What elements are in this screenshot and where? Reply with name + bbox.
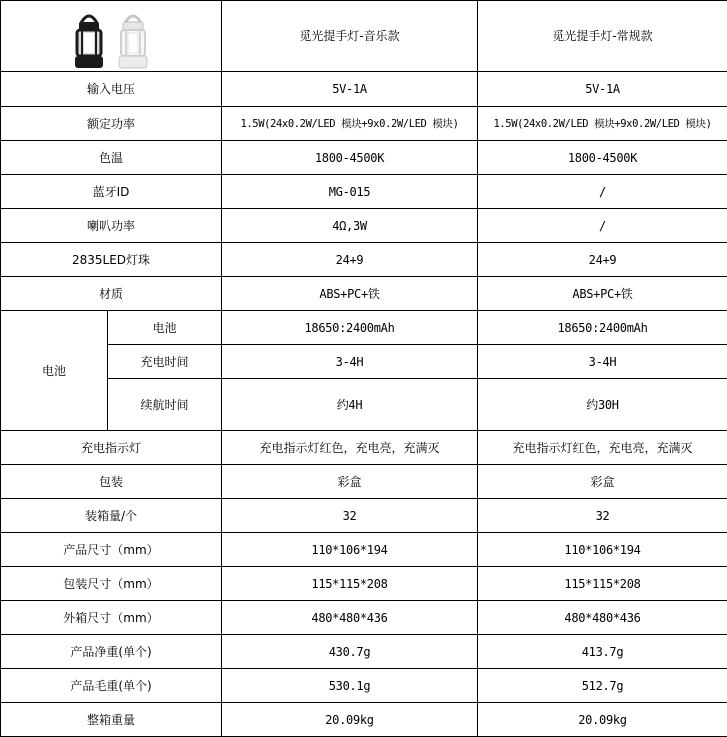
row-label: 喇叭功率: [1, 209, 222, 243]
product-a-value: 彩盒: [222, 465, 478, 499]
product-b-value: /: [478, 209, 727, 243]
product-a-value: 430.7g: [222, 635, 478, 669]
table-row: [1, 277, 727, 311]
row-label: 产品毛重(单个): [1, 669, 222, 703]
row-label: 充电时间: [108, 345, 222, 379]
product-b-value: 5V-1A: [478, 72, 727, 107]
product-b-value: 彩盒: [478, 465, 727, 499]
table-row: [1, 703, 727, 737]
product-b-value: /: [478, 175, 727, 209]
row-label: 输入电压: [1, 72, 222, 107]
product-a-value: 5V-1A: [222, 72, 478, 107]
row-label: 色温: [1, 141, 222, 175]
table-row: [1, 465, 727, 499]
product-b-value: 20.09kg: [478, 703, 727, 737]
row-label: 外箱尺寸（mm）: [1, 601, 222, 635]
product-a-value: 110*106*194: [222, 533, 478, 567]
product-b-value: 充电指示灯红色，充电亮，充满灭: [478, 431, 727, 465]
white-lantern-image: [115, 9, 151, 71]
table-row: [1, 141, 727, 175]
table-row: [1, 635, 727, 669]
row-label: 整箱重量: [1, 703, 222, 737]
table-row: [1, 175, 727, 209]
product-a-value: 18650:2400mAh: [222, 311, 478, 345]
product-b-value: 32: [478, 499, 727, 533]
product-a-value: 24+9: [222, 243, 478, 277]
product-a-value: 1.5W(24x0.2W/LED 模块+9x0.2W/LED 模块): [222, 107, 478, 141]
table-row: [1, 567, 727, 601]
row-label: 额定功率: [1, 107, 222, 141]
header-row: [1, 1, 727, 72]
product-b-value: 3-4H: [478, 345, 727, 379]
product-b-title: 觅光提手灯-常规款: [478, 1, 727, 72]
product-a-value: ABS+PC+铁: [222, 277, 478, 311]
table-row: [1, 72, 727, 107]
battery-group-label: 电池: [1, 311, 108, 431]
product-a-value: 4Ω,3W: [222, 209, 478, 243]
product-a-value: MG-015: [222, 175, 478, 209]
product-b-value: 110*106*194: [478, 533, 727, 567]
product-b-value: 115*115*208: [478, 567, 727, 601]
product-a-value: 3-4H: [222, 345, 478, 379]
product-a-title: 觅光提手灯-音乐款: [222, 1, 478, 72]
row-label: 充电指示灯: [1, 431, 222, 465]
table-row: [1, 311, 727, 345]
row-label: 产品尺寸（mm）: [1, 533, 222, 567]
table-row: [1, 107, 727, 141]
product-a-value: 约4H: [222, 379, 478, 431]
product-a-value: 20.09kg: [222, 703, 478, 737]
product-b-value: 1.5W(24x0.2W/LED 模块+9x0.2W/LED 模块): [478, 107, 727, 141]
black-lantern-image: [71, 9, 107, 71]
product-a-value: 480*480*436: [222, 601, 478, 635]
row-label: 包装尺寸（mm）: [1, 567, 222, 601]
row-label: 装箱量/个: [1, 499, 222, 533]
product-b-value: 约30H: [478, 379, 727, 431]
row-label: 电池: [108, 311, 222, 345]
product-b-value: 18650:2400mAh: [478, 311, 727, 345]
row-label: 蓝牙ID: [1, 175, 222, 209]
product-image: [1, 1, 221, 71]
table-row: [1, 431, 727, 465]
table-row: [1, 601, 727, 635]
product-a-value: 1800-4500K: [222, 141, 478, 175]
row-label: 材质: [1, 277, 222, 311]
table-row: [1, 209, 727, 243]
product-b-value: 480*480*436: [478, 601, 727, 635]
table-row: [1, 243, 727, 277]
row-label: 产品净重(单个): [1, 635, 222, 669]
product-a-value: 115*115*208: [222, 567, 478, 601]
product-a-value: 530.1g: [222, 669, 478, 703]
product-a-value: 32: [222, 499, 478, 533]
table-row: [1, 669, 727, 703]
table-row: [1, 533, 727, 567]
product-b-value: ABS+PC+铁: [478, 277, 727, 311]
row-label: 2835LED灯珠: [1, 243, 222, 277]
product-b-value: 24+9: [478, 243, 727, 277]
table-row: [1, 345, 727, 379]
table-row: [1, 499, 727, 533]
product-b-value: 1800-4500K: [478, 141, 727, 175]
product-image-cell: [1, 1, 222, 72]
product-b-value: 413.7g: [478, 635, 727, 669]
row-label: 续航时间: [108, 379, 222, 431]
row-label: 包装: [1, 465, 222, 499]
product-b-value: 512.7g: [478, 669, 727, 703]
product-a-value: 充电指示灯红色，充电亮，充满灭: [222, 431, 478, 465]
table-row: [1, 379, 727, 431]
